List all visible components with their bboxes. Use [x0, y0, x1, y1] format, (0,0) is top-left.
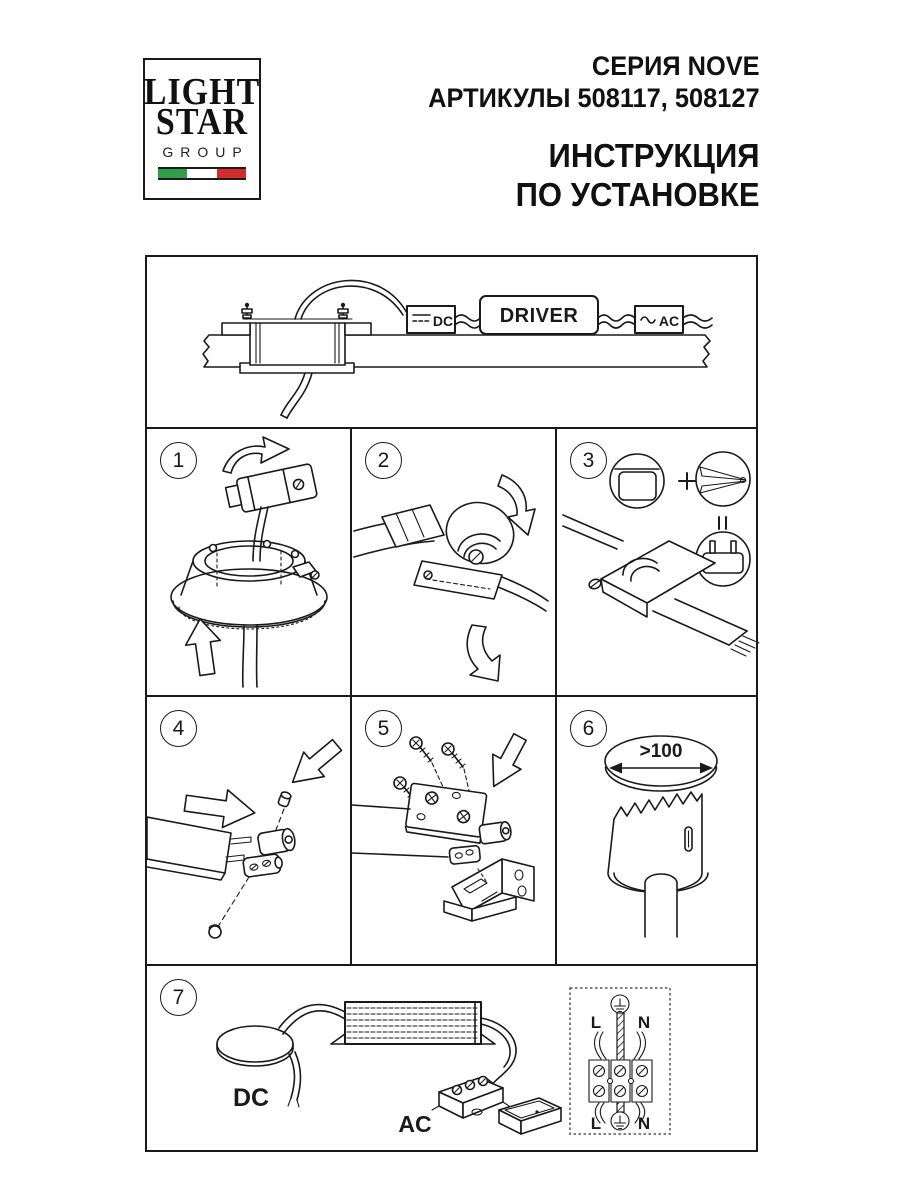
plus-icon	[679, 473, 695, 489]
step-1-panel	[147, 429, 350, 695]
series-title: СЕРИЯ NOVE	[592, 51, 760, 81]
logo-word-light: LIGHT	[143, 71, 261, 113]
buckle-roller	[438, 494, 521, 572]
ceiling-band-right	[347, 335, 710, 367]
step-6-number: 6	[570, 710, 607, 747]
ac-connector-box	[635, 306, 683, 333]
block-connector	[243, 853, 284, 877]
lightstar-logo	[143, 58, 261, 200]
step-6-panel	[555, 697, 756, 964]
line-label-top: L	[590, 1013, 602, 1032]
hole-saw	[608, 792, 708, 937]
ac-terminal-block	[398, 1077, 509, 1138]
instruction-panels	[145, 255, 758, 1152]
wire-clip	[224, 463, 317, 515]
driver-label: DRIVER	[499, 305, 579, 327]
flag-green-segment	[158, 169, 187, 178]
step-2-number: 2	[365, 442, 402, 479]
document-titles	[429, 50, 760, 215]
mount-arrow-icon	[480, 729, 535, 793]
steps-row-1	[147, 427, 756, 695]
steps-row-2	[147, 695, 756, 964]
flag-white-segment	[187, 169, 216, 178]
rotate-right-arrow-icon	[467, 625, 500, 681]
step-7-number: 7	[160, 979, 197, 1016]
step-3-panel	[555, 429, 756, 695]
neutral-label-top: N	[637, 1013, 651, 1032]
articles-title: АРТИКУЛЫ 508117, 508127	[428, 83, 760, 114]
push-arrow-icon	[183, 784, 258, 831]
logo-word-star: STAR	[155, 101, 249, 143]
led-lamp	[217, 1026, 301, 1112]
screw-icon	[442, 743, 465, 768]
wire-stripper-icon	[696, 452, 750, 506]
screw-icon	[410, 737, 433, 762]
driver-box	[480, 296, 598, 334]
ceiling-cross-section-illustration	[147, 257, 756, 427]
spring-post-left	[242, 303, 252, 319]
neutral-label-bottom: N	[637, 1114, 651, 1133]
step-5-panel	[350, 697, 555, 964]
step-7-illustration	[147, 966, 756, 1148]
equals-icon	[719, 517, 726, 529]
ac-label: AC	[658, 313, 680, 329]
logo-word-group: GROUP	[162, 144, 249, 161]
hole-diameter-disc	[605, 736, 717, 791]
step-4-number: 4	[160, 710, 197, 747]
step-5-number: 5	[365, 710, 402, 747]
block-connector	[449, 845, 481, 864]
dc-output-label: DC	[232, 1084, 270, 1112]
flat-cable-end	[147, 817, 251, 880]
spring-post-right	[338, 303, 348, 319]
hole-diameter-label: >100	[639, 741, 683, 762]
step-4-panel	[147, 697, 350, 964]
overview-panel	[147, 257, 756, 427]
step-3-number: 3	[570, 442, 607, 479]
buckle-plate	[414, 561, 502, 599]
tube-connector	[257, 828, 296, 856]
rotate-arrow-icon	[223, 437, 289, 473]
line-label-bottom: L	[590, 1114, 602, 1133]
dc-label: DC	[432, 313, 454, 329]
ground-symbol-bottom	[611, 1112, 629, 1130]
ac-input-label: AC	[398, 1111, 432, 1137]
flag-red-segment	[217, 169, 246, 178]
step-7-panel	[147, 964, 756, 1150]
terminal-cover	[499, 1098, 561, 1134]
led-driver	[331, 1002, 495, 1044]
tube-connector	[479, 821, 512, 844]
step-1-number: 1	[160, 442, 197, 479]
step-2-panel	[350, 429, 555, 695]
ground-symbol-top	[611, 995, 629, 1013]
end-cap	[278, 791, 292, 808]
end-cap-2	[209, 925, 221, 938]
connector-cap-icon	[610, 454, 664, 508]
italian-flag-stripe	[158, 167, 246, 180]
fixture-bracket	[444, 859, 534, 921]
wiring-diagram	[570, 988, 670, 1134]
instruction-title-line2: ПО УСТАНОВКЕ	[516, 175, 760, 213]
dc-connector-box	[407, 306, 455, 333]
instruction-title-line1: ИНСТРУКЦИЯ	[548, 136, 760, 174]
terminal-strip	[589, 1060, 652, 1102]
insert-arrow-icon	[282, 733, 347, 795]
ring-clamp	[293, 562, 319, 579]
mounting-plate	[405, 783, 487, 843]
